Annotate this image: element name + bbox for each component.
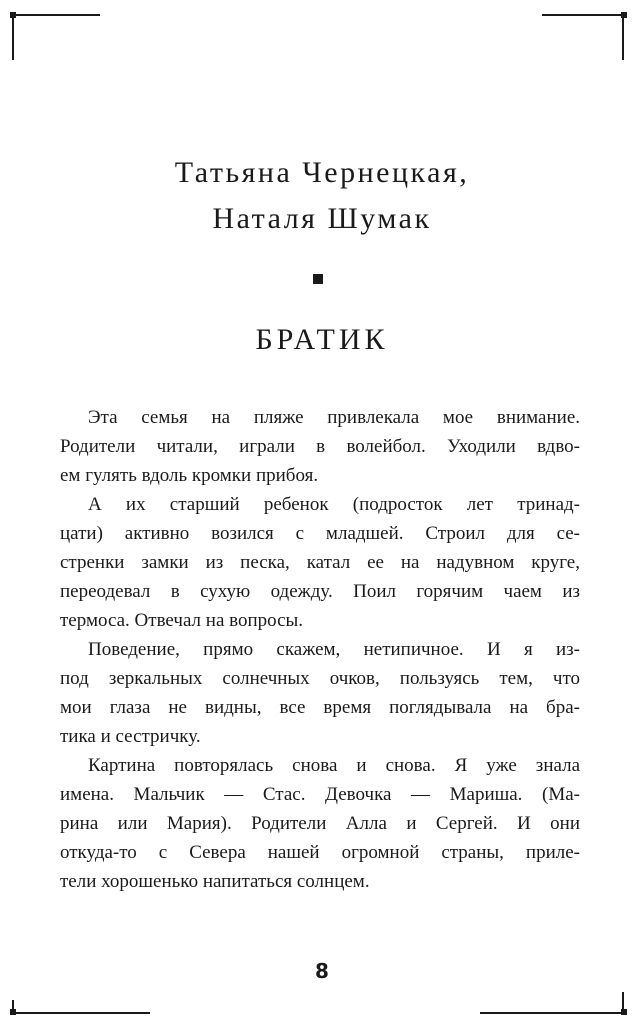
- chapter-title: БРАТИК: [255, 323, 389, 356]
- frame-gap-bottom: [150, 1010, 480, 1016]
- author-line-2: Наталя Шумак: [212, 202, 432, 235]
- paragraph-1: [60, 403, 580, 490]
- text-line: переодевал в сухую одежду. Поил горячим чаем из: [60, 581, 580, 602]
- body-text: [60, 403, 580, 896]
- text-line: ем гулять вдоль кромки прибоя.: [60, 465, 319, 486]
- text-line: Родители читали, играли в волейбол. Уходили вдво-: [60, 436, 580, 457]
- text-line: мои глаза не видны, все время поглядывала на бра-: [60, 697, 580, 718]
- corner-mark-bottom-right: [621, 1009, 627, 1015]
- text-line: откуда-то с Севера нашей огромной страны, приле-: [60, 842, 580, 863]
- text-line: рина или Мария). Родители Алла и Сергей. И они: [60, 813, 580, 834]
- text-line: тика и сестричку.: [60, 726, 201, 747]
- separator-square: [313, 274, 323, 284]
- corner-mark-bottom-left: [10, 1009, 16, 1015]
- text-line: стренки замки из песка, катал ее на надувном круге,: [60, 552, 580, 573]
- text-line: термоса. Отвечал на вопросы.: [60, 610, 304, 631]
- text-line: Эта семья на пляже привлекала мое внимание.: [88, 407, 580, 428]
- frame-gap-top: [100, 12, 542, 18]
- author-line-1: Татьяна Чернецкая,: [174, 156, 470, 189]
- text-line: Картина повторялась снова и снова. Я уже знала: [88, 755, 580, 776]
- paragraph-4: [60, 751, 580, 896]
- text-line: имена. Мальчик — Стас. Девочка — Мариша. (Ма-: [60, 784, 580, 805]
- corner-mark-top-right: [621, 12, 627, 18]
- author-names: [0, 150, 644, 242]
- text-line: Поведение, прямо скажем, нетипичное. И я из-: [88, 639, 580, 660]
- text-line: под зеркальных солнечных очков, пользуясь тем, что: [60, 668, 580, 689]
- page-number: 8: [315, 959, 329, 983]
- text-line: цати) активно возился с младшей. Строил для се-: [60, 523, 580, 544]
- text-line: А их старший ребенок (подросток лет тринад-: [88, 494, 580, 515]
- text-line: тели хорошенько напитаться солнцем.: [60, 871, 370, 892]
- paragraph-3: [60, 635, 580, 751]
- corner-mark-top-left: [10, 12, 16, 18]
- paragraph-2: [60, 490, 580, 635]
